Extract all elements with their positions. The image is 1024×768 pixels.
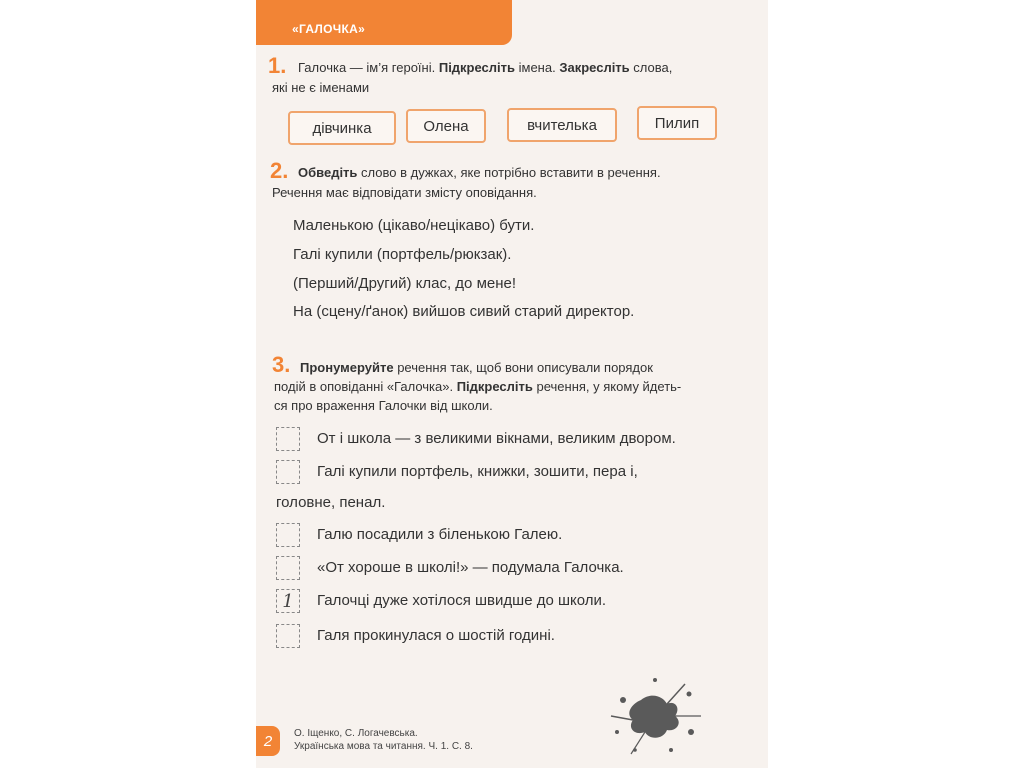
task2-sentence[interactable]: Галі купили (портфель/рюкзак). bbox=[293, 246, 512, 263]
order-checkbox[interactable]: 1 bbox=[276, 589, 300, 613]
task2-sentence[interactable]: На (сцену/ґанок) вийшов сивий старий директор. bbox=[293, 303, 635, 320]
workbook-page bbox=[256, 0, 768, 768]
task3-number: 3. bbox=[272, 352, 291, 377]
ink-blot-icon bbox=[601, 670, 711, 760]
task1-text-e: слова, bbox=[629, 60, 673, 75]
order-checkbox[interactable] bbox=[276, 427, 300, 451]
task1-text-b: Підкресліть bbox=[438, 60, 516, 75]
task3-instruction bbox=[300, 358, 750, 377]
word-card[interactable]: дівчинка bbox=[288, 111, 396, 145]
task2-instruction bbox=[298, 163, 738, 182]
task3-sentence-continuation[interactable]: головне, пенал. bbox=[276, 494, 386, 511]
task1-number: 1. bbox=[268, 53, 287, 78]
task2-sentence[interactable]: Маленькою (цікаво/нецікаво) бути. bbox=[293, 217, 535, 234]
task3-text-b: речення так, щоб вони описували порядок bbox=[393, 360, 653, 375]
task3-instruction-line2 bbox=[274, 377, 744, 396]
title-tab bbox=[256, 0, 512, 45]
page-title: «ГАЛОЧКА» bbox=[292, 22, 366, 36]
order-checkbox[interactable] bbox=[276, 460, 300, 484]
task1-text-a: Галочка — ім’я героїні. bbox=[298, 60, 439, 75]
task1-text-c: імена. bbox=[515, 60, 560, 75]
task3-text-c: подій в оповіданні «Галочка». bbox=[274, 379, 457, 394]
task3-sentence[interactable]: Галочці дуже хотілося швидше до школи. bbox=[317, 592, 607, 609]
task3-text-d: Підкресліть bbox=[456, 379, 533, 394]
task2-number: 2. bbox=[270, 158, 289, 183]
task2-sentence[interactable]: (Перший/Другий) клас, до мене! bbox=[293, 275, 517, 292]
task2-text-a: Обведіть bbox=[298, 165, 358, 180]
task2-text-b: слово в дужках, яке потрібно вставити в речення. bbox=[357, 165, 661, 180]
task3-sentence[interactable]: «От хороше в школі!» — подумала Галочка. bbox=[317, 559, 624, 576]
word-card[interactable]: Олена bbox=[406, 109, 486, 143]
order-checkbox[interactable] bbox=[276, 556, 300, 580]
order-checkbox[interactable] bbox=[276, 624, 300, 648]
word-card[interactable]: вчителька bbox=[507, 108, 617, 142]
task1-instruction bbox=[298, 58, 738, 77]
task3-sentence[interactable]: От і школа — з великими вікнами, великим двором. bbox=[317, 430, 676, 447]
task3-sentence[interactable]: Галя прокинулася о шостій годині. bbox=[317, 627, 555, 644]
footer-source: Українська мова та читання. Ч. 1. С. 8. bbox=[294, 741, 473, 752]
footer-authors: О. Іщенко, С. Логачевська. bbox=[294, 728, 418, 739]
task3-text-e: речення, у якому йдеть- bbox=[532, 379, 682, 394]
task1-text-d: Закресліть bbox=[559, 60, 630, 75]
task3-instruction-line3: ся про враження Галочки від школи. bbox=[274, 398, 493, 413]
task3-sentence[interactable]: Галі купили портфель, книжки, зошити, пера і, bbox=[317, 463, 638, 480]
task3-text-a: Пронумеруйте bbox=[300, 360, 394, 375]
page-number: 2 bbox=[256, 726, 280, 756]
word-card[interactable]: Пилип bbox=[637, 106, 717, 140]
task3-sentence[interactable]: Галю посадили з біленькою Галею. bbox=[317, 526, 563, 543]
task2-instruction-line2: Речення має відповідати змісту оповідання. bbox=[272, 185, 537, 200]
order-checkbox[interactable] bbox=[276, 523, 300, 547]
task1-instruction-line2: які не є іменами bbox=[272, 80, 370, 95]
